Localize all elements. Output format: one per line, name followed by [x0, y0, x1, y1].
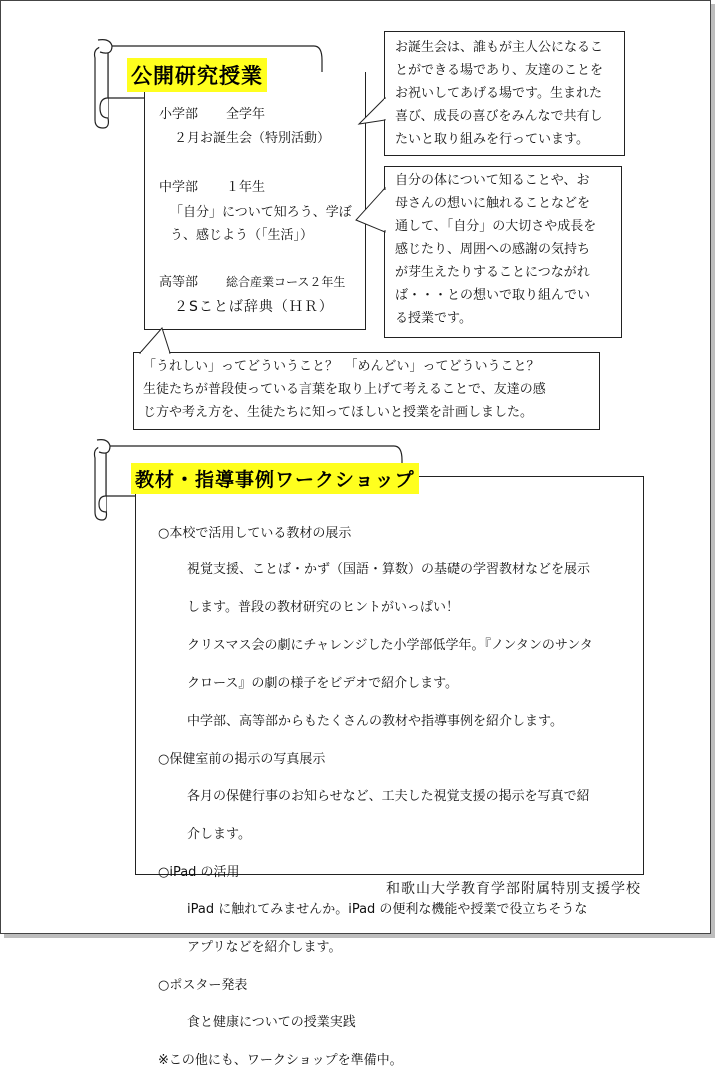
callout-words-line: 生徒たちが普段使っている言葉を取り上げて考えることで、友達の感: [143, 382, 546, 397]
workshop-line: 介します。: [187, 827, 251, 842]
workshop-heading: ○保健室前の掲示の写真展示: [158, 752, 326, 767]
section1-title: 公開研究授業: [127, 58, 267, 92]
pointer-birthday: [359, 98, 385, 124]
callout-birthday-line: お祝いしてあげる場です。生まれた: [395, 86, 602, 101]
callout-birthday-line: お誕生会は、誰もが主人公になるこ: [395, 40, 604, 55]
workshop-heading: ○本校で活用している教材の展示: [158, 526, 352, 541]
workshop-heading: ○iPad の活用: [158, 865, 240, 880]
callout-birthday-line: とができる場であり、友達のことを: [395, 63, 604, 78]
senior-dept: 高等部: [159, 275, 199, 290]
junior-lesson-line2: う、感じよう（「生活」）: [170, 228, 314, 243]
workshop-line: 視覚支援、ことば・かず（国語・算数）の基礎の学習教材などを展示: [187, 562, 591, 577]
callout-self-line: る授業です。: [395, 311, 472, 326]
callout-self-line: ば・・・との想いで取り組んでい: [395, 288, 591, 303]
workshop-note: ※この他にも、ワークショップを準備中。: [158, 1053, 403, 1068]
callout-self-line: 通して、「自分」の大切さや成長を: [395, 219, 597, 234]
junior-lesson-line1: 「自分」について知ろう、学ぼ: [170, 205, 352, 220]
workshop-line: 各月の保健行事のお知らせなど、工夫した視覚支援の掲示を写真で紹: [187, 789, 590, 804]
workshop-line: します。普段の教材研究のヒントがいっぱい！: [187, 600, 459, 615]
workshop-heading: ○ポスター発表: [158, 978, 248, 993]
workshop-line: 食と健康についての授業実践: [187, 1015, 356, 1030]
section2-title: 教材・指導事例ワークショップ: [131, 463, 419, 494]
callout-words-line: じ方や考え方を、生徒たちに知ってほしいと授業を計画しました。: [143, 405, 534, 420]
callout-self-line: 感じたり、周囲への感謝の気持ち: [395, 242, 591, 257]
workshop-list: [158, 509, 642, 1086]
callout-words-line: 「うれしい」ってどういうこと？ 「めんどい」ってどういうこと？: [143, 359, 540, 374]
junior-dept: 中学部: [159, 180, 199, 195]
workshop-line: クロース』の劇の様子をビデオで紹介します。: [187, 676, 459, 691]
junior-grade: １年生: [226, 180, 266, 195]
workshop-line: クリスマス会の劇にチャレンジした小学部低学年。『ノンタンのサンタ: [187, 638, 593, 653]
workshop-line: 中学部、高等部からもたくさんの教材や指導事例を紹介します。: [187, 714, 563, 729]
elementary-lesson: ２月お誕生会（特別活動）: [174, 131, 331, 146]
callout-birthday-line: たいと取り組みを行っています。: [395, 132, 589, 147]
workshop-line: アプリなどを紹介します。: [187, 940, 342, 955]
school-name-footer: 和歌山大学教育学部附属特別支援学校: [386, 881, 641, 897]
callout-birthday-line: 喜び、成長の喜びをみんなで共有し: [395, 109, 603, 124]
callout-self-line: が芽生えたりすることにつながれ: [395, 265, 590, 280]
elementary-grade: 全学年: [226, 107, 266, 122]
pointer-self: [356, 188, 385, 232]
callout-self-line: 自分の体について知ることや、お: [395, 173, 590, 188]
pointer-words: [140, 328, 170, 353]
callout-self-line: 母さんの想いに触れることなどを: [395, 196, 591, 211]
senior-grade: 総合産業コース２年生: [226, 275, 346, 289]
workshop-line: iPad に触れてみませんか。iPad の便利な機能や授業で役立ちそうな: [187, 902, 588, 917]
senior-lesson: ２Sことば辞典（ＨＲ）: [174, 299, 334, 315]
elementary-dept: 小学部: [159, 107, 199, 122]
